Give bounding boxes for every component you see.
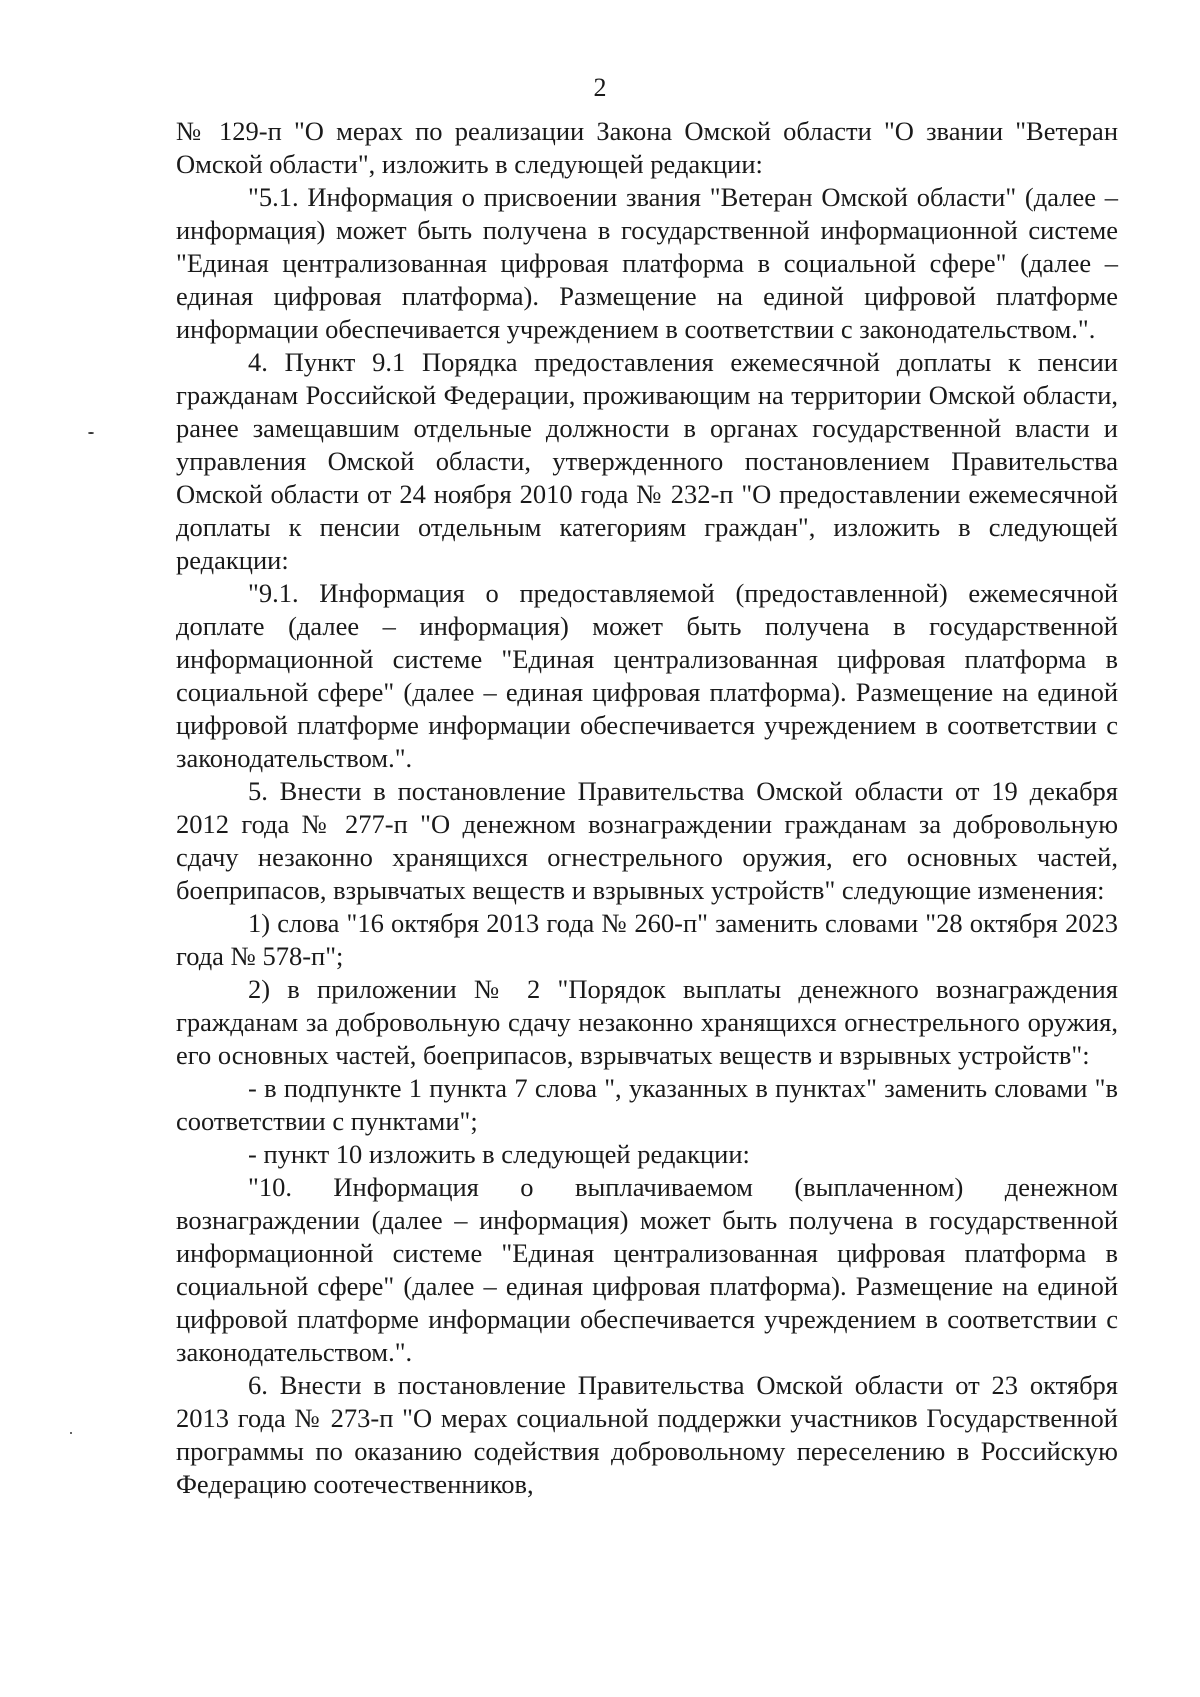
document-body: [176, 115, 1118, 1501]
paragraph-item-6: 6. Внести в постановление Правительства Омской области от 23 октября 2013 года № 273-п "О мерах социальной поддержки участников Государственной программы по оказанию содействия добровольному переселению в Российскую Федерацию соотечественников,: [176, 1370, 1118, 1499]
paragraph-subitem-2: 2) в приложении № 2 "Порядок выплаты денежного вознаграждения гражданам за добровольную сдачу незаконно хранящихся огнестрельного оружия, его основных частей, боеприпасов, взрывчатых веществ и взрывных устройств":: [176, 974, 1118, 1070]
scan-speck-mark: [88, 432, 94, 434]
paragraph-item-4: 4. Пункт 9.1 Порядка предоставления ежемесячной доплаты к пенсии гражданам Российской Федерации, проживающим на территории Омской области, ранее замещавшим отдельные должности в органах государственной власти и управления Омской области, утвержденного постановлением Правительства Омской области от 24 ноября 2010 года № 232-п "О предоставлении ежемесячной доплаты к пенсии отдельным категориям граждан", изложить в следующей редакции:: [176, 347, 1118, 575]
paragraph-subitem-1: 1) слова "16 октября 2013 года № 260-п" заменить словами "28 октября 2023 года № 578-п";: [176, 908, 1118, 971]
paragraph-continuation: № 129-п "О мерах по реализации Закона Омской области "О звании "Ветеран Омской области", изложить в следующей редакции:: [176, 116, 1118, 179]
page-number: 2: [593, 73, 607, 102]
paragraph-quote-9-1: "9.1. Информация о предоставляемой (предоставленной) ежемесячной доплате (далее – информация) может быть получена в государственной информационной системе "Единая централизованная цифровая платформа в социальной сфере" (далее – единая цифровая платформа). Размещение на единой цифровой платформе информации обеспечивается учреждением в соответствии с законодательством.".: [176, 578, 1118, 773]
paragraph-quote-10: "10. Информация о выплачиваемом (выплаченном) денежном вознаграждении (далее – информация) может быть получена в государственной информационной системе "Единая централизованная цифровая платформа в социальной сфере" (далее – единая цифровая платформа). Размещение на единой цифровой платформе информации обеспечивается учреждением в соответствии с законодательством.".: [176, 1172, 1118, 1367]
paragraph-dash-item-2: - пункт 10 изложить в следующей редакции:: [248, 1139, 750, 1169]
paragraph-dash-item-1: - в подпункте 1 пункта 7 слова ", указанных в пунктах" заменить словами "в соответствии с пунктами";: [176, 1073, 1118, 1136]
paragraph-item-5: 5. Внести в постановление Правительства Омской области от 19 декабря 2012 года № 277-п "О денежном вознаграждении гражданам за добровольную сдачу незаконно хранящихся огнестрельного оружия, его основных частей, боеприпасов, взрывчатых веществ и взрывных устройств" следующие изменения:: [176, 776, 1118, 905]
paragraph-quote-5-1: "5.1. Информация о присвоении звания "Ветеран Омской области" (далее – информация) может быть получена в государственной информационной системе "Единая централизованная цифровая платформа в социальной сфере" (далее – единая цифровая платформа). Размещение на единой цифровой платформе информации обеспечивается учреждением в соответствии с законодательством.".: [176, 182, 1118, 344]
scan-speck-mark: [70, 1432, 72, 1434]
